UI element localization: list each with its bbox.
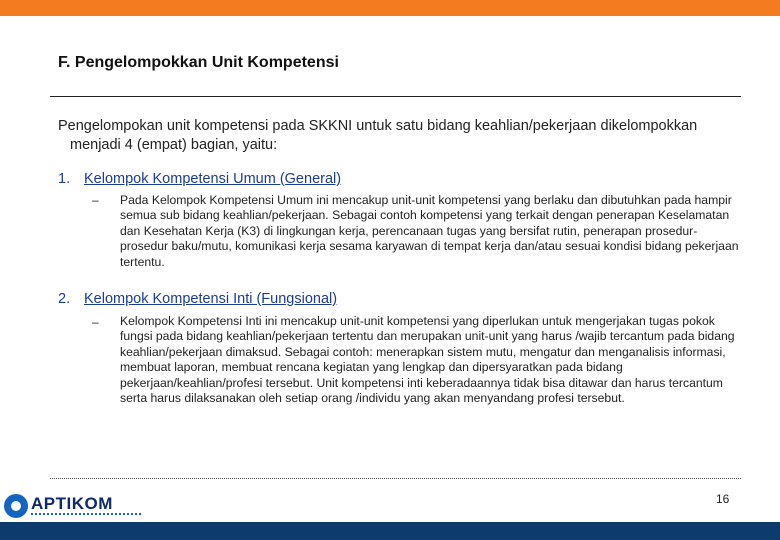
section-body-core: Kelompok Kompetensi Inti ini mencakup unit-unit kompetensi yang diperlukan untuk mengerjakan tugas pokok fungsi pada bidang keahlian/pekerjaan tertentu dan merupakan unit-unit yang harus /wajib tercantum pada bidang keahlian/pekerjaan dimaksud. Sebagai contoh: menerapkan sistem mutu, mengatur dan menganalisis informasi, membuat laporan, membuat rencana kegiatan yang lengkap dan dipersyaratkan pada bidang pekerjaan/keahlian/profesi tersebut. Unit kompetensi inti keberadaannya tidak bisa ditawar dan harus tercantum serta harus dilaksanakan oleh setiap orang /individu yang akan menyandang profesi tersebut. [120,314,735,406]
section-body-general: Pada Kelompok Kompetensi Umum ini mencakup unit-unit kompetensi yang berlaku dan dibutuhkan pada hampir semua sub bidang keahlian/pekerjaan. Sebagai contoh kompetensi yang terkait dengan penerapan Keselamatan dan Kesehatan Kerja (K3) di lingkungan kerja, perencanaan tugas yang bersifat rutin, penerapan prosedur-prosedur baku/mutu, komunikasi kerja sesama karyawan di tempat kerja dan/atau sesuai kondisi bidang pekerjaan tertentu. [120,193,739,269]
logo-tagline-line [31,513,141,518]
section-number: 2. [58,291,71,307]
bottom-accent-bar [0,522,780,540]
section-heading-core [58,291,337,307]
page-number: 16 [716,492,730,506]
logo-text: APTIKOM [31,494,113,513]
title-divider [50,96,741,97]
bullet-dash: – [92,315,99,329]
top-accent-bar [0,0,780,16]
intro-paragraph: Pengelompokan unit kompetensi pada SKKNI untuk satu bidang keahlian/pekerjaan dikelompokkan menjadi 4 (empat) bagian, yaitu: [58,118,698,153]
footer-divider [50,478,741,479]
logo-mark-icon [4,494,28,518]
section-title: Kelompok Kompetensi Inti (Fungsional) [84,291,338,307]
slide-title: F. Pengelompokkan Unit Kompetensi [58,54,339,71]
section-title: Kelompok Kompetensi Umum (General) [84,171,342,187]
aptikom-logo [4,494,144,522]
section-number: 1. [58,171,71,187]
bullet-dash: – [92,193,99,207]
section-heading-general [58,171,341,187]
